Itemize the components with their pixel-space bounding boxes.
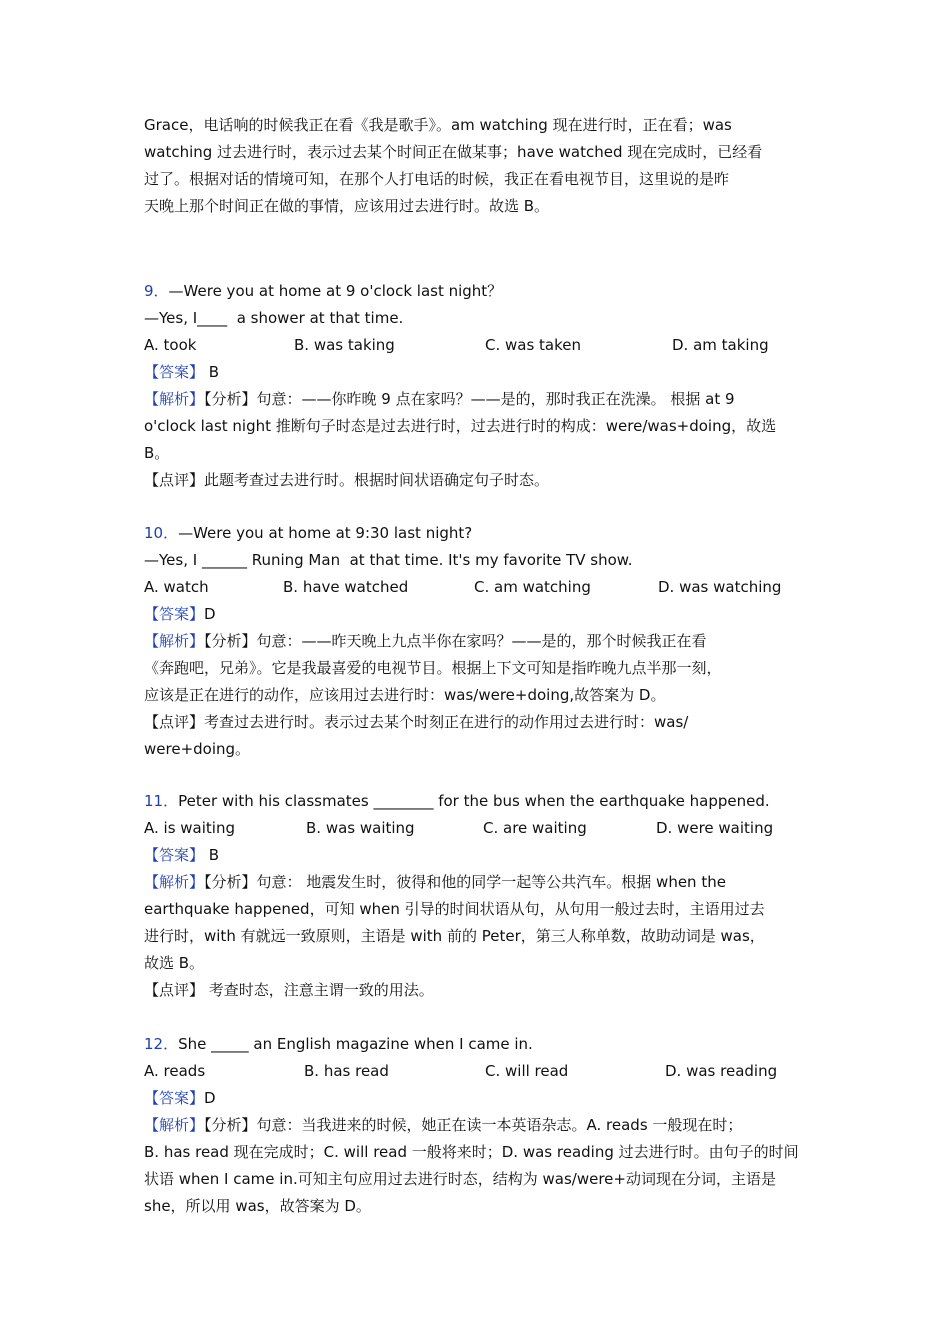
analysis-text: 【分析】句意：——你昨晚 9 点在家吗？——是的，那时我正在洗澡。 根据 at 9 [204,390,735,408]
analysis-line [144,386,808,413]
intro-line: watching 过去进行时，表示过去某个时间正在做某事；have watched 现在完成时，已经看 [144,143,763,161]
analysis-line: she，所以用 was，故答案为 D。 [144,1197,371,1215]
analysis-line: 故选 B。 [144,954,205,972]
question-text: Peter with his classmates ________ for the bus when the earthquake happened. [178,792,770,810]
analysis-line [144,628,808,655]
question-11 [144,788,808,1004]
analysis-line [144,1112,808,1139]
option-a: A. reads [144,1062,206,1080]
question-text: —Were you at home at 9:30 last night? [178,524,473,542]
option-a: A. took [144,336,197,354]
answer-tag: 【答案】 [144,363,205,381]
option-a: A. watch [144,578,209,596]
comment-line: 【点评】 考查时态，注意主谓一致的用法。 [144,981,434,999]
answer-value: B [204,846,220,864]
analysis-line: earthquake happened，可知 when 引导的时间状语从句，从句用一般过去时，主语用过去 [144,900,765,918]
intro-line: 天晚上那个时间正在做的事情，应该用过去进行时。故选 B。 [144,197,550,215]
question-line: —Yes, I____ a shower at that time. [144,309,404,327]
option-b: B. was taking [294,336,395,354]
question-10 [144,520,808,763]
options-row [144,574,808,601]
answer-tag: 【答案】 [144,846,205,864]
option-b: B. has read [304,1062,389,1080]
option-d: D. were waiting [656,819,774,837]
analysis-tag: 【解析】 [144,390,205,408]
option-d: D. was watching [658,578,782,596]
answer-tag: 【答案】 [144,605,205,623]
question-number: 10． [144,524,179,542]
options-row [144,815,808,842]
option-d: D. am taking [672,336,769,354]
analysis-text: 【分析】句意： 地震发生时，彼得和他的同学一起等公共汽车。根据 when the [204,873,726,891]
comment-line: 【点评】此题考查过去进行时。根据时间状语确定句子时态。 [144,471,550,489]
intro-line: Grace，电话响的时候我正在看《我是歌手》。am watching 现在进行时，正在看；was [144,116,732,134]
question-text: She _____ an English magazine when I came in. [178,1035,533,1053]
question-text: —Were you at home at 9 o'clock last night？ [168,282,503,300]
option-b: B. have watched [283,578,409,596]
answer-line [144,1085,808,1112]
analysis-line: 进行时，with 有就远一致原则，主语是 with 前的 Peter，第三人称单数，故助动词是 was， [144,927,765,945]
analysis-line [144,869,808,896]
intro-line: 过了。根据对话的情境可知，在那个人打电话的时候，我正在看电视节目，这里说的是昨 [144,170,730,188]
option-c: C. am watching [474,578,591,596]
analysis-line: 状语 when I came in.可知主句应用过去进行时态，结构为 was/were+动词现在分词，主语是 [144,1170,776,1188]
analysis-text: 【分析】句意：——昨天晚上九点半你在家吗？——是的，那个时候我正在看 [204,632,707,650]
analysis-tag: 【解析】 [144,632,205,650]
question-stem [144,278,808,305]
answer-value: B [204,363,220,381]
option-a: A. is waiting [144,819,235,837]
analysis-line: B. has read 现在完成时；C. will read 一般将来时；D. was reading 过去进行时。由句子的时间 [144,1143,799,1161]
question-12 [144,1031,808,1220]
analysis-line: 《奔跑吧，兄弟》。它是我最喜爱的电视节目。根据上下文可知是指昨晚九点半那一刻， [144,659,722,677]
answer-line [144,842,808,869]
answer-value: D [204,605,216,623]
answer-line [144,601,808,628]
analysis-line: 应该是正在进行的动作，应该用过去进行时：was/were+doing,故答案为 D。 [144,686,666,704]
option-d: D. was reading [665,1062,778,1080]
question-stem [144,520,808,547]
answer-tag: 【答案】 [144,1089,205,1107]
question-stem [144,1031,808,1058]
analysis-line: B。 [144,444,170,462]
comment-line: were+doing。 [144,740,251,758]
analysis-text: 【分析】句意：当我进来的时候，她正在读一本英语杂志。A. reads 一般现在时； [204,1116,743,1134]
options-row [144,1058,808,1085]
option-c: C. was taken [485,336,582,354]
analysis-tag: 【解析】 [144,873,205,891]
question-stem [144,788,808,815]
analysis-tag: 【解析】 [144,1116,205,1134]
analysis-line: o'clock last night 推断句子时态是过去进行时，过去进行时的构成：were/was+doing，故选 [144,417,777,435]
question-number: 11． [144,792,179,810]
option-c: C. will read [485,1062,569,1080]
question-number: 12． [144,1035,179,1053]
answer-value: D [204,1089,216,1107]
answer-line [144,359,808,386]
question-9 [144,278,808,494]
question-line: —Yes, I ______ Runing Man at that time. It's my favorite TV show. [144,551,633,569]
question-number: 9． [144,282,169,300]
intro-paragraph [144,112,808,220]
comment-line: 【点评】考查过去进行时。表示过去某个时刻正在进行的动作用过去进行时：was/ [144,713,689,731]
option-b: B. was waiting [306,819,415,837]
option-c: C. are waiting [483,819,587,837]
options-row [144,332,808,359]
